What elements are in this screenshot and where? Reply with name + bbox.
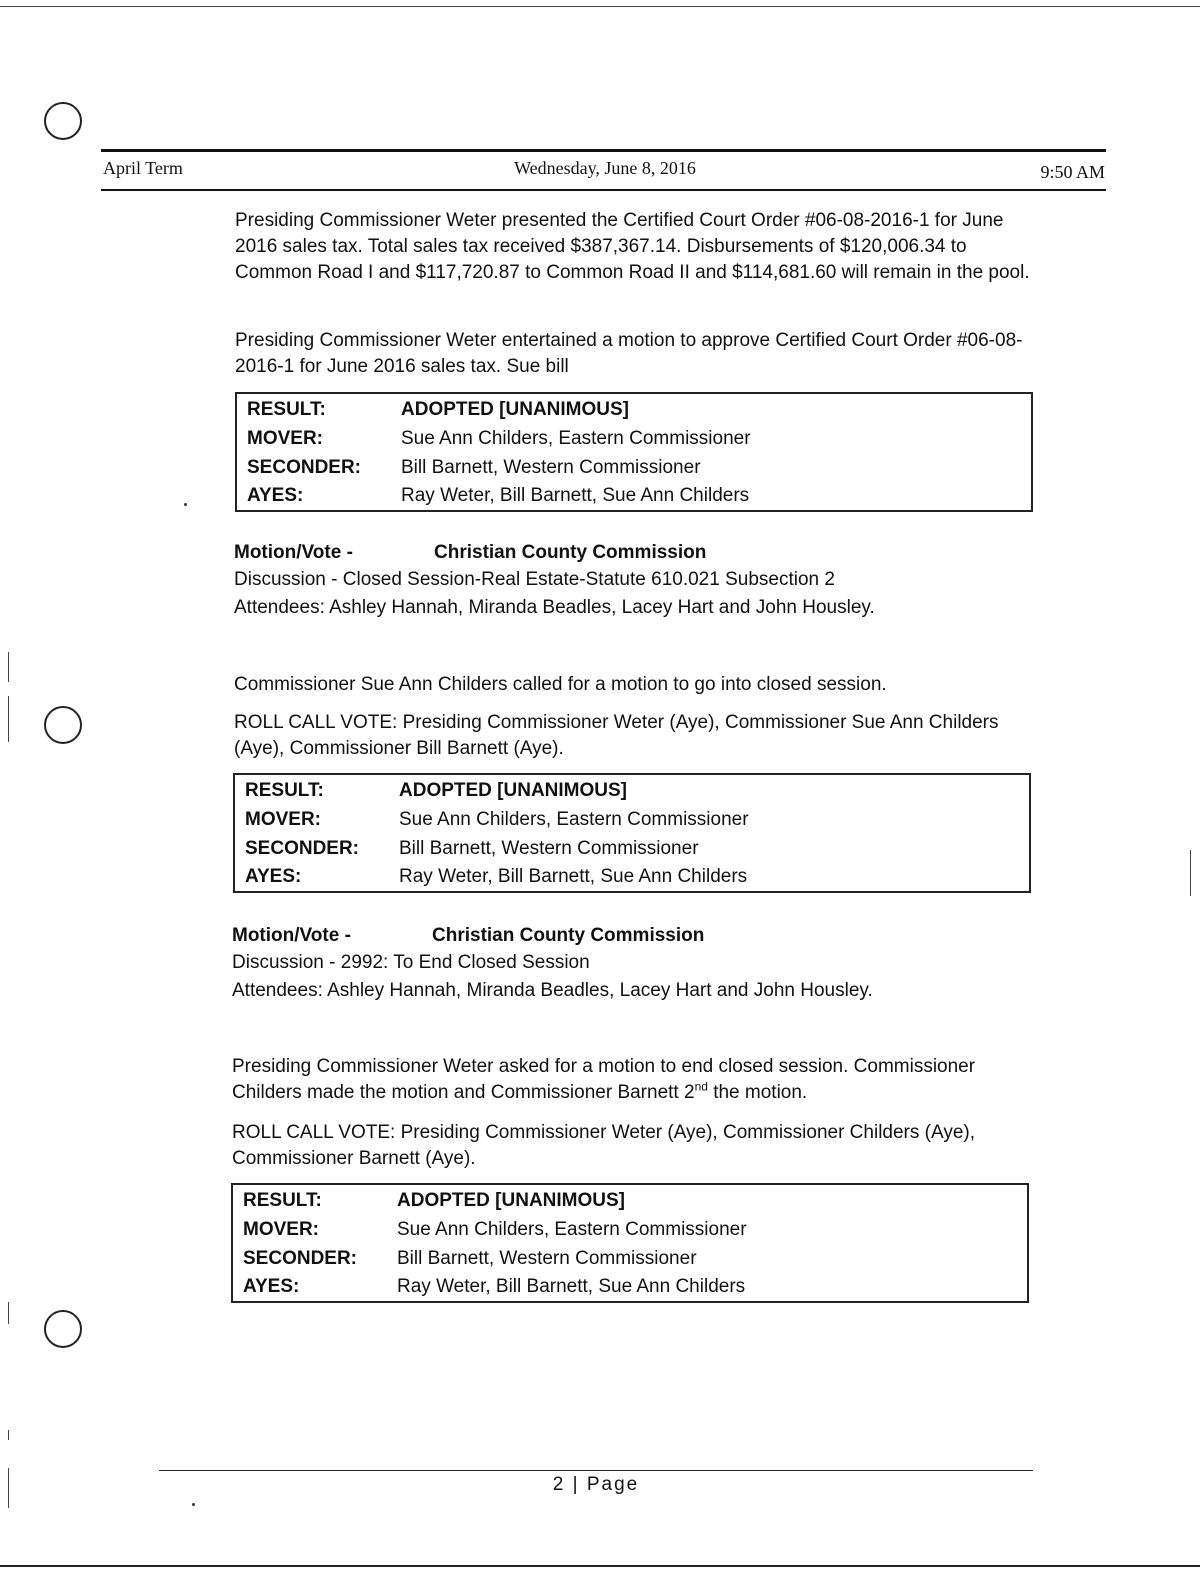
result-value: ADOPTED [UNANIMOUS] (397, 1190, 625, 1211)
scan-mark (8, 1302, 9, 1324)
seconder-label: SECONDER: (247, 457, 362, 478)
mover-label: MOVER: (247, 428, 323, 449)
end-session-text: Presiding Commissioner Weter asked for a motion to end closed session. Commissioner Childers made the motion and Commissioner Barnett 2 (232, 1056, 976, 1103)
ayes-label: AYES: (247, 485, 304, 506)
ayes-value: Ray Weter, Bill Barnett, Sue Ann Childers (397, 1276, 746, 1297)
end-session-text-end: the motion. (707, 1082, 808, 1103)
footer-rule (159, 1470, 1033, 1471)
result-label: RESULT: (245, 780, 324, 801)
term-label: April Term (103, 158, 183, 178)
scan-speck (192, 1503, 195, 1506)
header-rule-top (101, 149, 1106, 152)
meeting-date: Wednesday, June 8, 2016 (514, 158, 696, 178)
scan-mark (8, 696, 9, 742)
result-label: RESULT: (247, 399, 326, 420)
scan-mark (8, 652, 9, 682)
discussion-line: Discussion - Closed Session-Real Estate-Statute 610.021 Subsection 2 (234, 569, 835, 590)
attendees-line: Attendees: Ashley Hannah, Miranda Beadles, Lacey Hart and John Housley. (234, 597, 875, 618)
end-session-paragraph (232, 1054, 1032, 1106)
scan-mark (1190, 850, 1191, 896)
page-number: 2 | Page (552, 1474, 640, 1495)
seconder-value: Bill Barnett, Western Commissioner (399, 838, 699, 859)
motion-paragraph: Presiding Commissioner Weter entertained a motion to approve Certified Court Order #06-08-2016-1 for June 2016 sales tax. Sue bill (235, 330, 1023, 377)
mover-label: MOVER: (243, 1219, 319, 1240)
ayes-value: Ray Weter, Bill Barnett, Sue Ann Childers (401, 485, 750, 506)
vote-result-box (231, 1183, 1029, 1303)
mover-value: Sue Ann Childers, Eastern Commissioner (401, 428, 751, 449)
closed-session-paragraph: Commissioner Sue Ann Childers called for a motion to go into closed session. (234, 674, 887, 695)
scan-bottom-edge (0, 1565, 1200, 1567)
vote-result-box (233, 773, 1031, 893)
motion-vote-heading (232, 923, 705, 949)
roll-call-paragraph: ROLL CALL VOTE: Presiding Commissioner Weter (Aye), Commissioner Childers (Aye), Commissioner Barnett (Aye). (232, 1122, 975, 1169)
roll-call-paragraph: ROLL CALL VOTE: Presiding Commissioner Weter (Aye), Commissioner Sue Ann Childers (Aye), Commissioner Bill Barnett (Aye). (234, 712, 999, 759)
result-label: RESULT: (243, 1190, 322, 1211)
motion-vote-label: Motion/Vote - (234, 542, 353, 563)
seconder-value: Bill Barnett, Western Commissioner (401, 457, 701, 478)
sales-tax-paragraph: Presiding Commissioner Weter presented the Certified Court Order #06-08-2016-1 for June 2016 sales tax. Total sales tax received $387,367.14. Disbursements of $120,006.34 to Common Road I and $117,720.87 to Common Road II and $114,681.60 will remain in the pool. (235, 210, 1030, 283)
scan-top-edge (0, 6, 1200, 7)
result-value: ADOPTED [UNANIMOUS] (399, 780, 627, 801)
commission-name: Christian County Commission (432, 925, 705, 946)
commission-name: Christian County Commission (434, 542, 707, 563)
header-rule-bottom (101, 189, 1106, 191)
ayes-label: AYES: (243, 1276, 300, 1297)
motion-vote-heading (234, 540, 707, 566)
vote-result-box (235, 392, 1033, 512)
result-value: ADOPTED [UNANIMOUS] (401, 399, 629, 420)
punch-hole-icon (44, 1310, 82, 1348)
mover-value: Sue Ann Childers, Eastern Commissioner (397, 1219, 747, 1240)
ayes-label: AYES: (245, 866, 302, 887)
motion-vote-label: Motion/Vote - (232, 925, 351, 946)
seconder-value: Bill Barnett, Western Commissioner (397, 1248, 697, 1269)
scan-mark (8, 1430, 9, 1440)
punch-hole-icon (44, 706, 82, 744)
attendees-line: Attendees: Ashley Hannah, Miranda Beadles, Lacey Hart and John Housley. (232, 980, 873, 1001)
punch-hole-icon (44, 102, 82, 140)
meeting-time: 9:50 AM (1040, 162, 1105, 182)
scan-speck (184, 503, 187, 506)
mover-label: MOVER: (245, 809, 321, 830)
seconder-label: SECONDER: (245, 838, 360, 859)
ordinal-suffix: nd (694, 1079, 708, 1094)
discussion-line: Discussion - 2992: To End Closed Session (232, 952, 590, 973)
seconder-label: SECONDER: (243, 1248, 358, 1269)
ayes-value: Ray Weter, Bill Barnett, Sue Ann Childers (399, 866, 748, 887)
mover-value: Sue Ann Childers, Eastern Commissioner (399, 809, 749, 830)
